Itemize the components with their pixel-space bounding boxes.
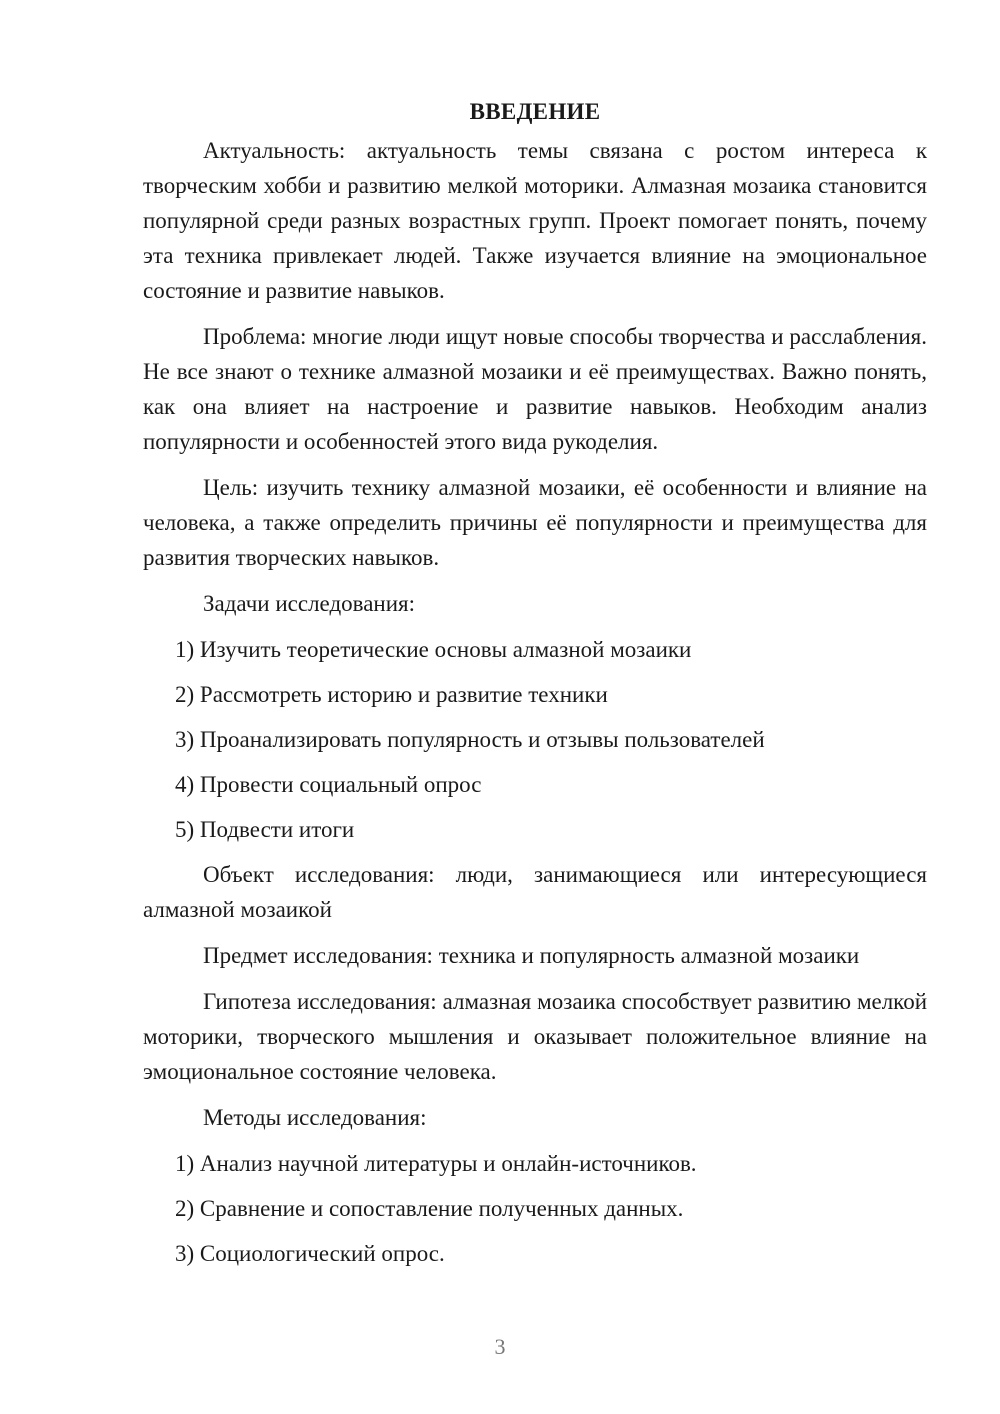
task-item: 4) Провести социальный опрос — [175, 772, 482, 797]
page-number: 3 — [494, 1334, 506, 1359]
method-item: 1) Анализ научной литературы и онлайн-источников. — [175, 1151, 697, 1176]
task-item: 2) Рассмотреть историю и развитие техники — [175, 682, 608, 707]
page-content — [143, 94, 927, 1281]
method-item: 2) Сравнение и сопоставление полученных данных. — [175, 1196, 684, 1221]
methods-heading: Методы исследования: — [203, 1105, 427, 1130]
object-paragraph: Объект исследования: люди, занимающиеся или интересующиеся алмазной мозаикой — [143, 862, 927, 922]
subject-paragraph: Предмет исследования: техника и популярность алмазной мозаики — [203, 943, 860, 968]
hypothesis-paragraph: Гипотеза исследования: алмазная мозаика способствует развитию мелкой моторики, творческого мышления и оказывает положительное влияние на эмоциональное состояние человека. — [143, 989, 927, 1084]
goal-paragraph: Цель: изучить технику алмазной мозаики, её особенности и влияние на человека, а также определить причины её популярности и преимущества для развития творческих навыков. — [143, 475, 927, 570]
method-item: 3) Социологический опрос. — [175, 1241, 445, 1266]
task-item: 5) Подвести итоги — [175, 817, 355, 842]
problem-paragraph: Проблема: многие люди ищут новые способы творчества и расслабления. Не все знают о технике алмазной мозаики и её преимуществах. Важно понять, как она влияет на настроение и развитие навыков. Необходим анализ популярности и особенностей этого вида рукоделия. — [143, 324, 927, 454]
tasks-heading: Задачи исследования: — [203, 591, 416, 616]
relevance-paragraph: Актуальность: актуальность темы связана с ростом интереса к творческим хобби и развитию мелкой моторики. Алмазная мозаика становится популярной среди разных возрастных групп. Проект помогает понять, почему эта техника привлекает людей. Также изучается влияние на эмоциональное состояние и развитие навыков. — [143, 138, 927, 303]
page-title: ВВЕДЕНИЕ — [469, 99, 601, 124]
task-item: 1) Изучить теоретические основы алмазной мозаики — [175, 637, 692, 662]
task-item: 3) Проанализировать популярность и отзывы пользователей — [175, 727, 765, 752]
